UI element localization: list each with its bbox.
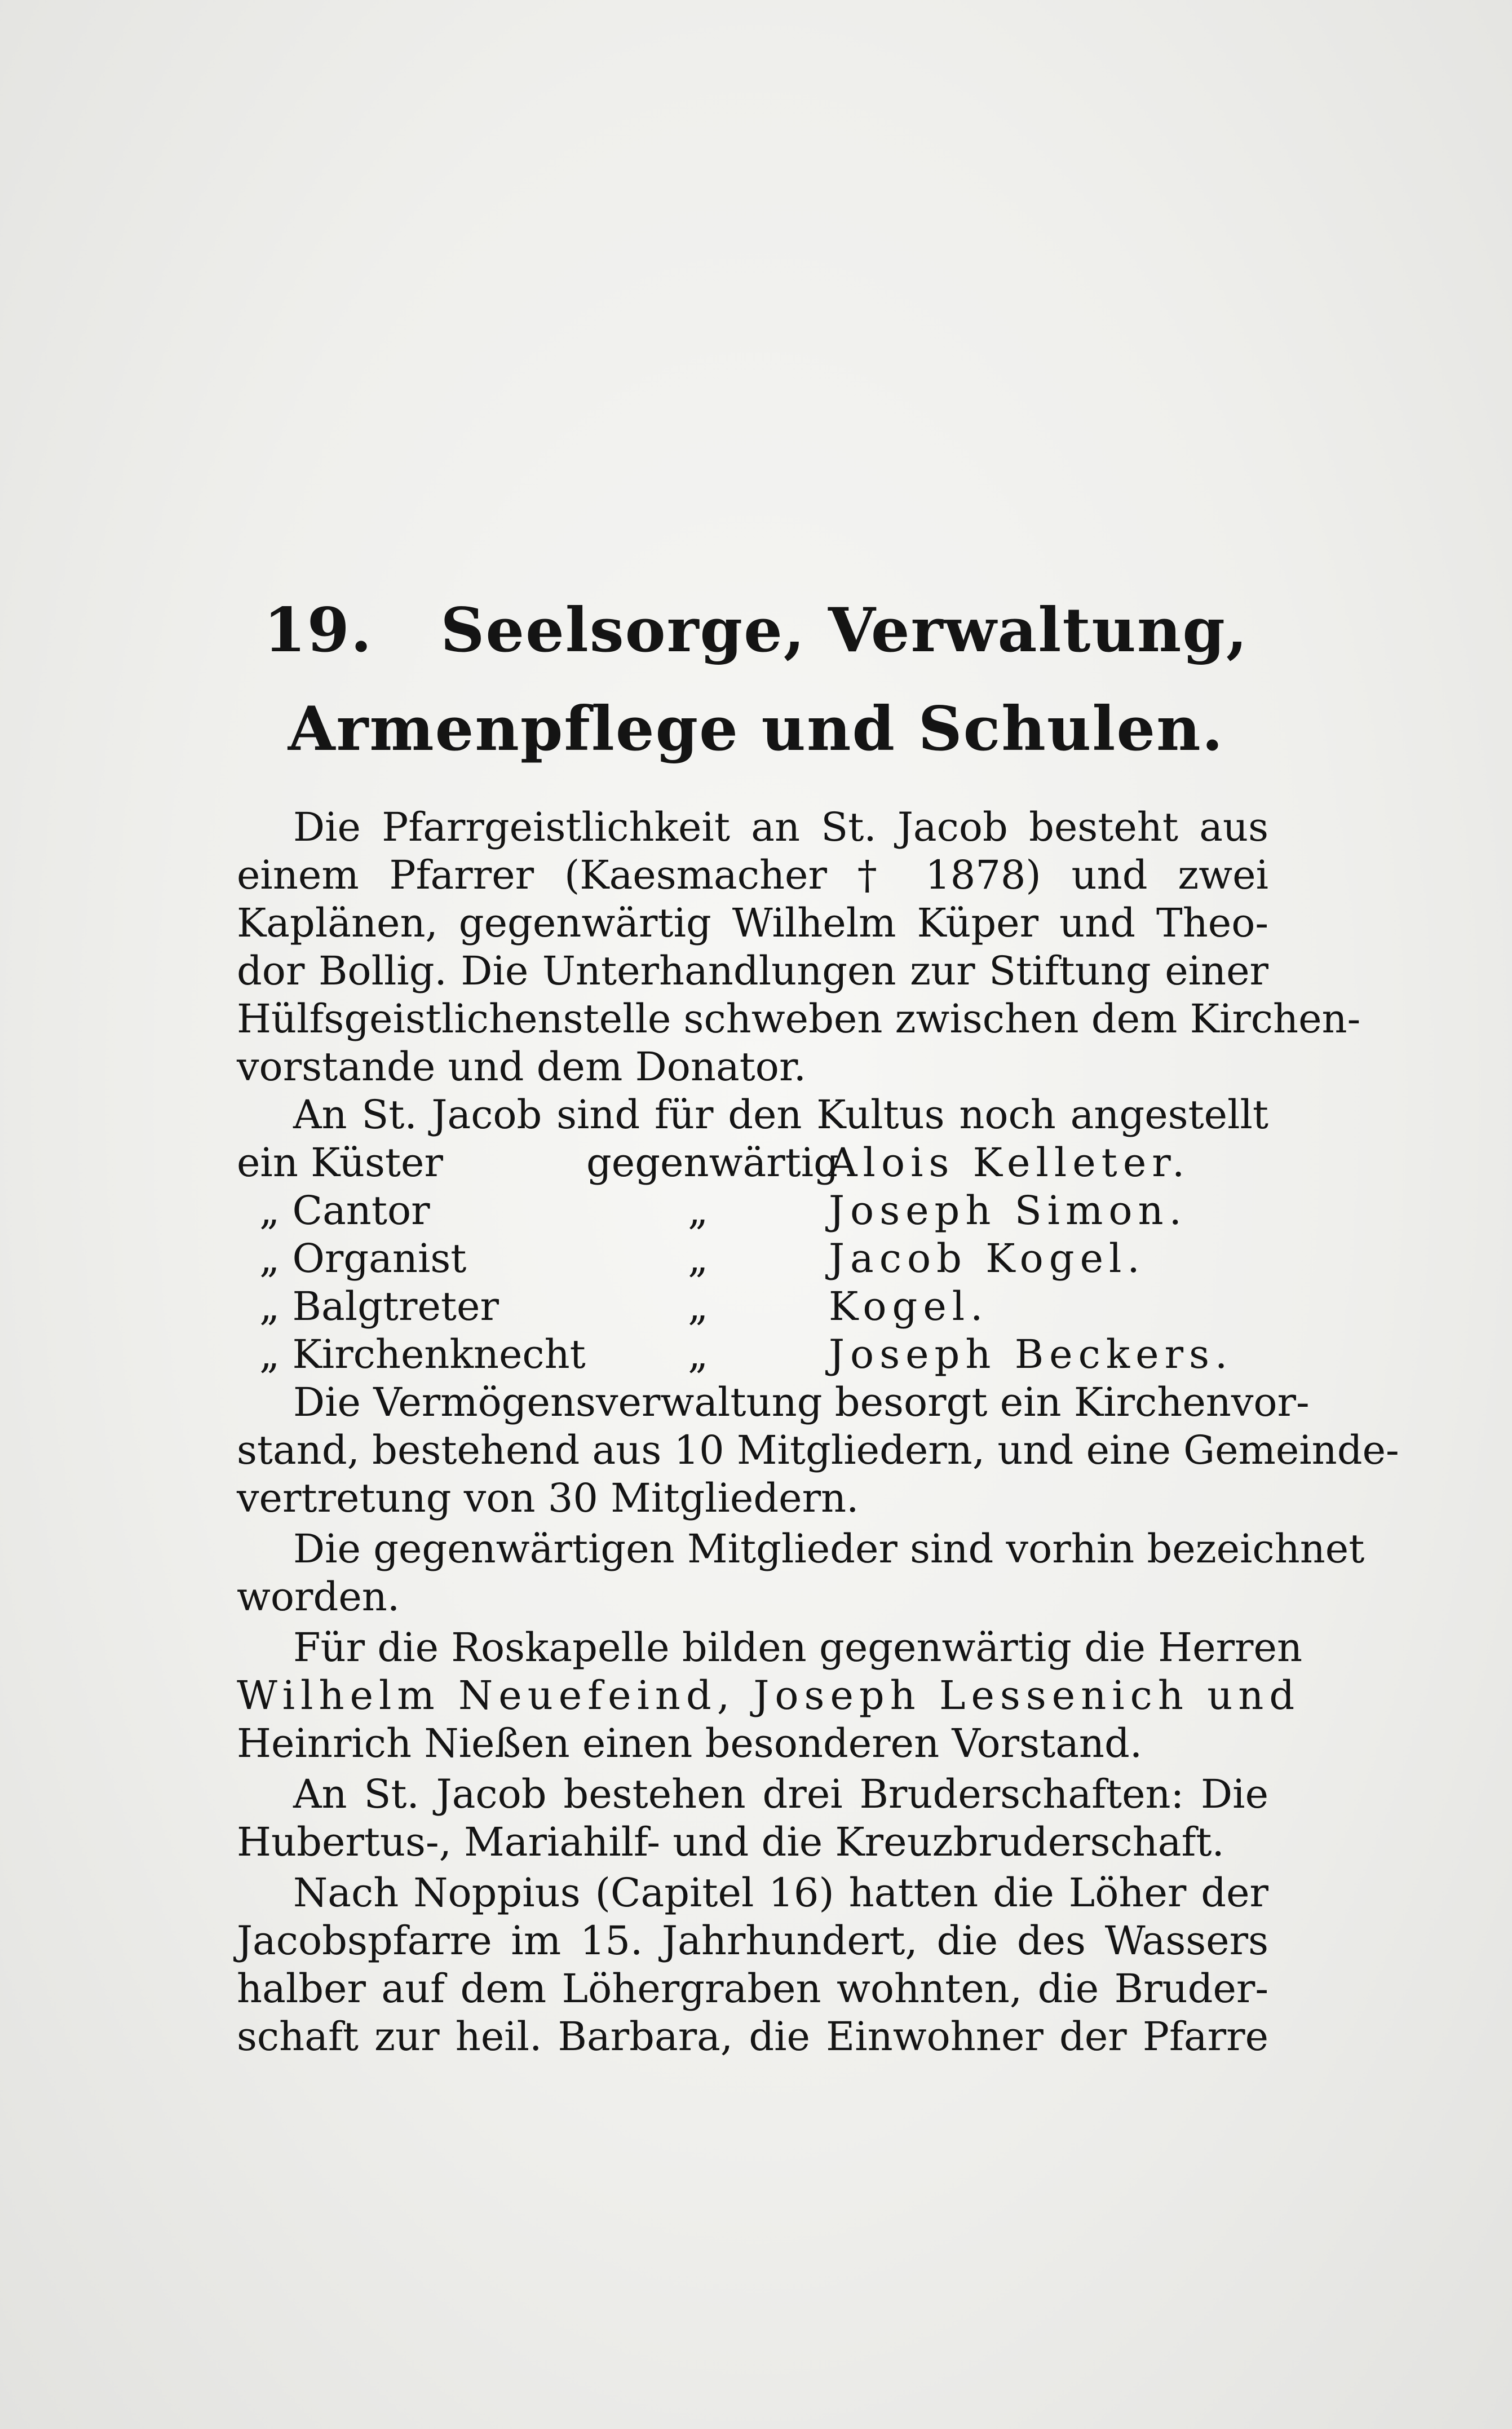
text-line: vertretung von 30 Mitgliedern. [237,1475,859,1521]
text-line: Hubertus-, Mariahilf- und die Kreuzbruderschaft. [237,1819,1224,1865]
text-line: Nach Noppius (Capitel 16) hatten die Löher der [293,1870,1268,1916]
text-line: schaft zur heil. Barbara, die Einwohner der Pfarre [237,2013,1268,2060]
chapter-heading-line-2: Armenpflege und Schulen. [288,694,1224,765]
text-line: stand, bestehend aus 10 Mitgliedern, und eine Gemeinde- [237,1427,1399,1473]
text-line: halber auf dem Löhergraben wohnten, die Bruder- [237,1966,1268,2012]
text-line: Die gegenwärtigen Mitglieder sind vorhin bezeichnet [293,1526,1365,1572]
text-line: einem Pfarrer (Kaesmacher † 1878) und zwei [237,852,1268,898]
staff-name: Joseph Beckers. [829,1331,1234,1377]
staff-mid: „ [688,1187,709,1234]
text-line: worden. [237,1574,400,1620]
staff-name: Joseph Simon. [829,1187,1187,1234]
staff-role: „ Organist [259,1235,467,1282]
text-line: Hülfsgeistlichenstelle schweben zwischen dem Kirchen- [237,996,1361,1042]
staff-name: Jacob Kogel. [829,1235,1146,1282]
chapter-number: 19. [263,595,373,666]
staff-role: „ Cantor [259,1187,430,1234]
staff-mid: „ [688,1331,709,1377]
staff-role: ein Küster [237,1140,443,1186]
staff-mid: „ [688,1283,709,1330]
text-line: Für die Roskapelle bilden gegenwärtig die Herren [293,1624,1303,1671]
chapter-title-part-1: Seelsorge, Verwaltung, [440,595,1249,666]
staff-name: Alois Kelleter. [829,1140,1191,1186]
staff-role: „ Balgtreter [259,1283,499,1330]
text-line: Wilhelm Neuefeind, Joseph Lessenich und [237,1672,1301,1719]
text-line: Die Pfarrgeistlichkeit an St. Jacob besteht aus [293,804,1268,850]
text-line: Heinrich Nießen einen besonderen Vorstand. [237,1720,1143,1766]
text-line: Kaplänen, gegenwärtig Wilhelm Küper und Theo- [237,900,1268,946]
staff-mid: gegenwärtig [586,1140,839,1186]
text-line: An St. Jacob bestehen drei Bruderschaften: Die [293,1771,1268,1817]
staff-name: Kogel. [829,1283,989,1330]
chapter-heading-line-1 [0,595,1512,666]
text-line: Jacobspfarre im 15. Jahrhundert, die des Wassers [237,1918,1268,1964]
staff-role: „ Kirchenknecht [259,1331,586,1377]
text-line: vorstande und dem Donator. [237,1044,806,1090]
staff-mid: „ [688,1235,709,1282]
text-line: Die Vermögensverwaltung besorgt ein Kirchenvor- [293,1379,1310,1425]
text-line: An St. Jacob sind für den Kultus noch angestellt [293,1092,1268,1138]
text-line: dor Bollig. Die Unterhandlungen zur Stiftung einer [237,948,1268,994]
